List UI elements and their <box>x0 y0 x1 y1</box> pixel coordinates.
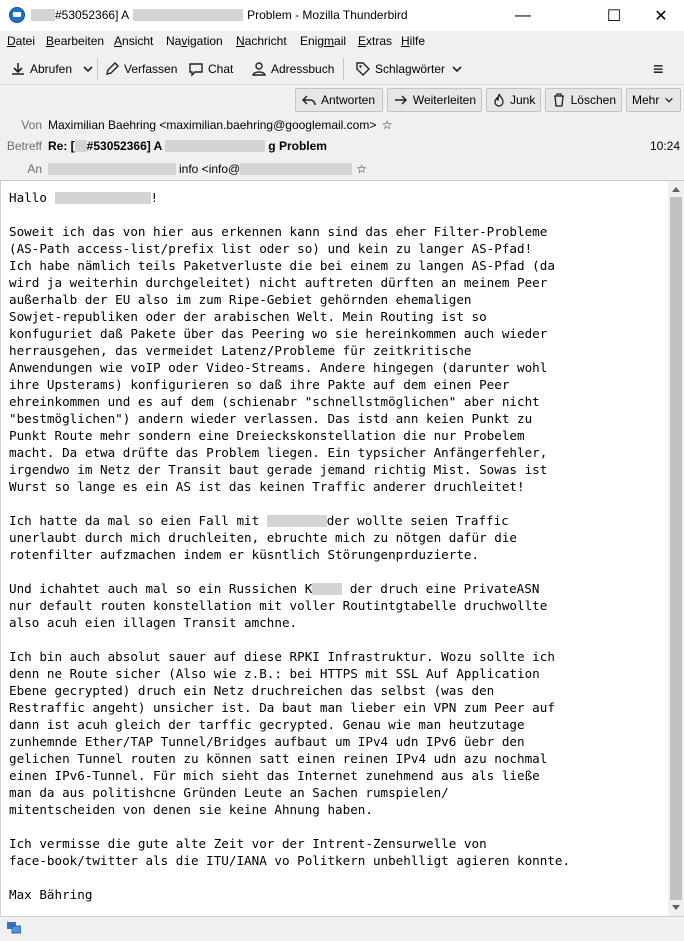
close-icon: ✕ <box>654 7 668 25</box>
weiterleiten-label: Weiterleiten <box>412 93 476 107</box>
title-bar <box>0 0 684 31</box>
status-bar <box>0 916 684 941</box>
subject-ticket: #53052366] A <box>86 139 163 153</box>
paragraph-2-mid: der wollte seien Traffic <box>326 513 509 528</box>
maximize-icon: ☐ <box>606 7 622 25</box>
chat-label: Chat <box>208 62 234 76</box>
antworten-button[interactable] <box>295 88 383 112</box>
contact-icon <box>251 61 267 77</box>
subject-prefix: Re: [ <box>48 139 75 153</box>
window-title-ticket: #53052366] A <box>55 8 130 22</box>
loeschen-button[interactable] <box>545 88 622 112</box>
toolbar-divider <box>97 58 98 80</box>
redacted-block <box>55 192 151 204</box>
paragraph-2-start: Ich hatte da mal so eien Fall mit <box>9 513 267 528</box>
verfassen-label: Verfassen <box>124 62 178 76</box>
menu-bearbeiten[interactable]: Bearbeiten <box>46 34 105 48</box>
arrow-up-icon <box>672 186 680 192</box>
thunderbird-logo-icon <box>9 7 25 23</box>
minimize-icon: — <box>515 6 531 24</box>
abrufen-button[interactable] <box>10 58 72 80</box>
subject-value <box>48 139 327 153</box>
subject-label: Betreff <box>6 139 42 153</box>
window-title-suffix: Problem - Mozilla Thunderbird <box>247 8 408 22</box>
greeting-end: ! <box>150 190 159 205</box>
from-label: Von <box>21 118 42 132</box>
schlagwoerter-button[interactable] <box>355 58 465 80</box>
redacted-block <box>75 140 87 152</box>
network-status-icon[interactable] <box>7 922 21 934</box>
recipient-address[interactable]: info <info@ <box>179 162 241 176</box>
message-body <box>9 189 570 903</box>
redacted-block <box>312 583 342 595</box>
trash-icon <box>551 92 567 108</box>
scroll-up-button[interactable] <box>668 181 684 197</box>
paragraph-2-rest: unerlaubt durch mich druchleiten, ebruchte mich zu nötgen dafür die rotenfilter aufzmachen indem er küsntlich Störungenprduzierte. <box>9 530 517 562</box>
menu-extras[interactable]: Extras <box>358 34 393 48</box>
scrollbar-thumb[interactable] <box>670 197 682 900</box>
adressbuch-button[interactable] <box>251 58 334 80</box>
menu-bar <box>0 31 684 52</box>
mehr-label: Mehr <box>632 93 660 107</box>
menu-ansicht[interactable]: Ansicht <box>114 34 154 48</box>
from-value[interactable] <box>48 118 392 132</box>
abrufen-dropdown[interactable] <box>80 58 96 80</box>
sender-address[interactable]: Maximilian Baehring <maximilian.baehring@googlemail.com> <box>48 118 377 132</box>
message-body-pane <box>0 181 668 916</box>
chat-button[interactable] <box>188 58 233 80</box>
redacted-block <box>240 163 352 175</box>
paragraph-3-start: Und ichahtet auch mal so ein Russichen K <box>9 581 313 596</box>
chat-bubble-icon <box>188 61 204 77</box>
main-toolbar <box>0 52 684 85</box>
flame-icon <box>492 92 506 108</box>
subject-suffix: g Problem <box>268 139 327 153</box>
chevron-down-icon <box>80 61 96 77</box>
redacted-block <box>31 9 55 21</box>
close-button[interactable] <box>638 0 684 31</box>
forward-arrow-icon <box>393 92 409 108</box>
schlagwoerter-label: Schlagwörter <box>375 62 446 76</box>
to-value[interactable] <box>48 162 367 176</box>
maximize-button[interactable] <box>591 0 637 31</box>
menu-hilfe[interactable]: Hilfe <box>401 34 426 48</box>
junk-label: Junk <box>510 93 536 107</box>
redacted-block <box>133 9 243 21</box>
loeschen-label: Löschen <box>570 93 616 107</box>
star-icon[interactable]: ☆ <box>381 118 393 132</box>
vertical-scrollbar[interactable] <box>668 181 684 916</box>
chevron-down-icon <box>663 92 675 108</box>
scroll-down-button[interactable] <box>668 900 684 916</box>
adressbuch-label: Adressbuch <box>271 62 335 76</box>
paragraph-5: Ich vermisse die gute alte Zeit vor der Intrent-Zensurwelle von face-book/twitter als die ITU/IANA vo Politkern unbehlligt agieren konnte. <box>9 836 571 868</box>
toolbar-divider <box>343 58 344 80</box>
redacted-block <box>165 140 265 152</box>
paragraph-3-rest: nur default routen konstellation mit voller Routintgtabelle druchwollte also acuh eien illagen Transit amchne. <box>9 598 548 630</box>
tag-icon <box>355 61 371 77</box>
download-icon <box>10 61 26 77</box>
menu-nachricht[interactable]: Nachricht <box>236 34 287 48</box>
minimize-button[interactable] <box>500 0 546 31</box>
greeting: Hallo <box>9 190 47 205</box>
mehr-button[interactable] <box>626 88 681 112</box>
star-icon[interactable]: ☆ <box>356 162 367 176</box>
signature: Max Bähring <box>9 887 93 902</box>
abrufen-label: Abrufen <box>30 62 73 76</box>
paragraph-3-mid: der druch eine PrivateASN <box>342 581 540 596</box>
redacted-block <box>48 163 176 175</box>
arrow-down-icon <box>672 905 680 911</box>
app-menu-button[interactable] <box>653 58 664 80</box>
to-label: An <box>27 162 42 176</box>
paragraph-4: Ich bin auch absolut sauer auf diese RPKI Infrastruktur. Wozu sollte ich denn ne Route sicher (Also wie z.B.: bei HTTPS mit SSL Auf Application Ebene gecrypted) druch ein Netz druchreichen das selbst (was den Restraffic angeht) unsicher ist. Da baut man lieber ein VPN zum Peer auf dann ist acuh gleich der tarffic gecrypted. Genau wie man heutzutage zunhemnde Ether/TAP Tunnel/Bridges aufbaut um IPv4 udn IPv6 üebr den gelichen Tunnel routen zu können satt einen reinen IPv4 udn azu nochmal einen IPv6-Tunnel. Für mich sieht das Internet zunehmend aus als ließe man da aus politishcne Gründen Leute an Sachen rumspielen/ mitentscheiden von denen sie keine Ahnung haben. <box>9 649 555 817</box>
paragraph-1: Soweit ich das von hier aus erkennen kann sind das eher Filter-Probleme (AS-Path access-list/prefix list oder so) und kein zu langer AS-Pfad! Ich habe nämlich teils Paketverluste die bei einem zu langen AS-Pfad (da wird ja weiterhin durchgeleitet) nicht auftreten dürften an meinem Peer außerhalb der EU also im zum Ripe-Gebiet gehörnden ehemaligen Sowjet-republiken oder der arabischen Welt. Mein Routing ist so konfuguriet daß Pakete über das Peering wo sie hereinkommen auch wieder herrausgehen, das vermeidet Latenz/Probleme für zeitkritische Anwendungen wie voIP oder Video-Streams. Andere hingegen (darunter wohl ihre Upsterams) konfigurieren so daß ihre Pakte auf dem einen Peer ehreinkommen und es auf dem (schienabr "schnellstmöglichen" aber nicht "bestmöglichen") andern wieder verlassen. Das istd ann keien Punkt zu Punkt Route mehr sondern eine Dreieckskonstellation die nur Probelem macht. Da etwa drüfte das Problem liegen. Ein typsicher Anfängerfehler, irgendwo im Netz der Transit baut gerade jemand richtig Mist. Sowas ist Wurst so lange es ein AS ist das keinen Traffic anderer druchleitet! <box>9 224 555 494</box>
menu-navigation[interactable]: Navigation <box>166 34 223 48</box>
menu-enigmail[interactable]: Enigmail <box>300 34 347 48</box>
pencil-icon <box>104 61 120 77</box>
menu-datei[interactable]: Datei <box>7 34 36 48</box>
hamburger-menu-icon: ≡ <box>653 58 664 79</box>
weiterleiten-button[interactable] <box>387 88 482 112</box>
junk-button[interactable] <box>486 88 541 112</box>
reply-icon <box>301 92 317 108</box>
window-title <box>31 8 408 22</box>
message-time: 10:24 <box>650 139 681 153</box>
verfassen-button[interactable] <box>104 58 177 80</box>
antworten-label: Antworten <box>321 93 376 107</box>
redacted-block <box>267 515 327 527</box>
chevron-down-icon <box>449 61 465 77</box>
